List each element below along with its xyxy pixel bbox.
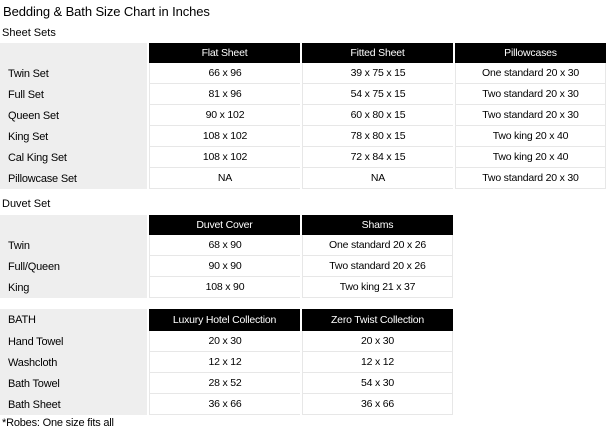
cell-hand-towel-zero-twist: 20 x 30 bbox=[302, 331, 453, 352]
page-title: Bedding & Bath Size Chart in Inches bbox=[3, 4, 210, 19]
cell-pillowcase-pillowcases: Two standard 20 x 30 bbox=[455, 168, 606, 189]
cell-cal-king-pillowcases: Two king 20 x 40 bbox=[455, 147, 606, 168]
cell-bath-sheet-zero-twist: 36 x 66 bbox=[302, 394, 453, 415]
footnote: *Robes: One size fits all bbox=[2, 417, 114, 429]
row-label-pillowcase-set: Pillowcase Set bbox=[0, 168, 147, 189]
column-header-pillowcases: Pillowcases bbox=[455, 43, 606, 63]
corner-cell bbox=[0, 43, 147, 63]
cell-queen-fitted: 60 x 80 x 15 bbox=[302, 105, 453, 126]
cell-king-shams: Two king 21 x 37 bbox=[302, 277, 453, 298]
cell-full-queen-shams: Two standard 20 x 26 bbox=[302, 256, 453, 277]
column-header-duvet-cover: Duvet Cover bbox=[149, 215, 300, 235]
row-label-queen-set: Queen Set bbox=[0, 105, 147, 126]
cell-king-flat: 108 x 102 bbox=[149, 126, 300, 147]
cell-king-pillowcases: Two king 20 x 40 bbox=[455, 126, 606, 147]
cell-full-flat: 81 x 96 bbox=[149, 84, 300, 105]
corner-cell-bath: BATH bbox=[0, 309, 147, 331]
cell-cal-king-flat: 108 x 102 bbox=[149, 147, 300, 168]
column-header-shams: Shams bbox=[302, 215, 453, 235]
section-heading-sheet-sets: Sheet Sets bbox=[2, 27, 56, 39]
cell-full-pillowcases: Two standard 20 x 30 bbox=[455, 84, 606, 105]
cell-cal-king-fitted: 72 x 84 x 15 bbox=[302, 147, 453, 168]
column-header-flat-sheet: Flat Sheet bbox=[149, 43, 300, 63]
row-label-full-queen: Full/Queen bbox=[0, 256, 147, 277]
row-label-twin: Twin bbox=[0, 235, 147, 256]
cell-full-fitted: 54 x 75 x 15 bbox=[302, 84, 453, 105]
cell-bath-sheet-luxury: 36 x 66 bbox=[149, 394, 300, 415]
cell-twin-duvet-cover: 68 x 90 bbox=[149, 235, 300, 256]
cell-washcloth-zero-twist: 12 x 12 bbox=[302, 352, 453, 373]
cell-hand-towel-luxury: 20 x 30 bbox=[149, 331, 300, 352]
cell-twin-shams: One standard 20 x 26 bbox=[302, 235, 453, 256]
cell-queen-pillowcases: Two standard 20 x 30 bbox=[455, 105, 606, 126]
row-label-hand-towel: Hand Towel bbox=[0, 331, 147, 352]
corner-cell bbox=[0, 215, 147, 235]
cell-bath-towel-zero-twist: 54 x 30 bbox=[302, 373, 453, 394]
column-header-zero-twist: Zero Twist Collection bbox=[302, 309, 453, 331]
row-label-bath-towel: Bath Towel bbox=[0, 373, 147, 394]
row-label-bath-sheet: Bath Sheet bbox=[0, 394, 147, 415]
cell-pillowcase-fitted: NA bbox=[302, 168, 453, 189]
cell-twin-flat: 66 x 96 bbox=[149, 63, 300, 84]
row-label-full-set: Full Set bbox=[0, 84, 147, 105]
duvet-set-table bbox=[0, 215, 453, 298]
cell-bath-towel-luxury: 28 x 52 bbox=[149, 373, 300, 394]
section-heading-duvet-set: Duvet Set bbox=[2, 198, 51, 210]
sheet-sets-table bbox=[0, 43, 606, 189]
cell-king-fitted: 78 x 80 x 15 bbox=[302, 126, 453, 147]
row-label-cal-king-set: Cal King Set bbox=[0, 147, 147, 168]
column-header-fitted-sheet: Fitted Sheet bbox=[302, 43, 453, 63]
cell-washcloth-luxury: 12 x 12 bbox=[149, 352, 300, 373]
column-header-luxury-hotel: Luxury Hotel Collection bbox=[149, 309, 300, 331]
bath-table bbox=[0, 309, 453, 415]
cell-king-duvet-cover: 108 x 90 bbox=[149, 277, 300, 298]
cell-twin-pillowcases: One standard 20 x 30 bbox=[455, 63, 606, 84]
row-label-king: King bbox=[0, 277, 147, 298]
row-label-king-set: King Set bbox=[0, 126, 147, 147]
row-label-washcloth: Washcloth bbox=[0, 352, 147, 373]
cell-twin-fitted: 39 x 75 x 15 bbox=[302, 63, 453, 84]
cell-queen-flat: 90 x 102 bbox=[149, 105, 300, 126]
cell-full-queen-duvet-cover: 90 x 90 bbox=[149, 256, 300, 277]
row-label-twin-set: Twin Set bbox=[0, 63, 147, 84]
cell-pillowcase-flat: NA bbox=[149, 168, 300, 189]
